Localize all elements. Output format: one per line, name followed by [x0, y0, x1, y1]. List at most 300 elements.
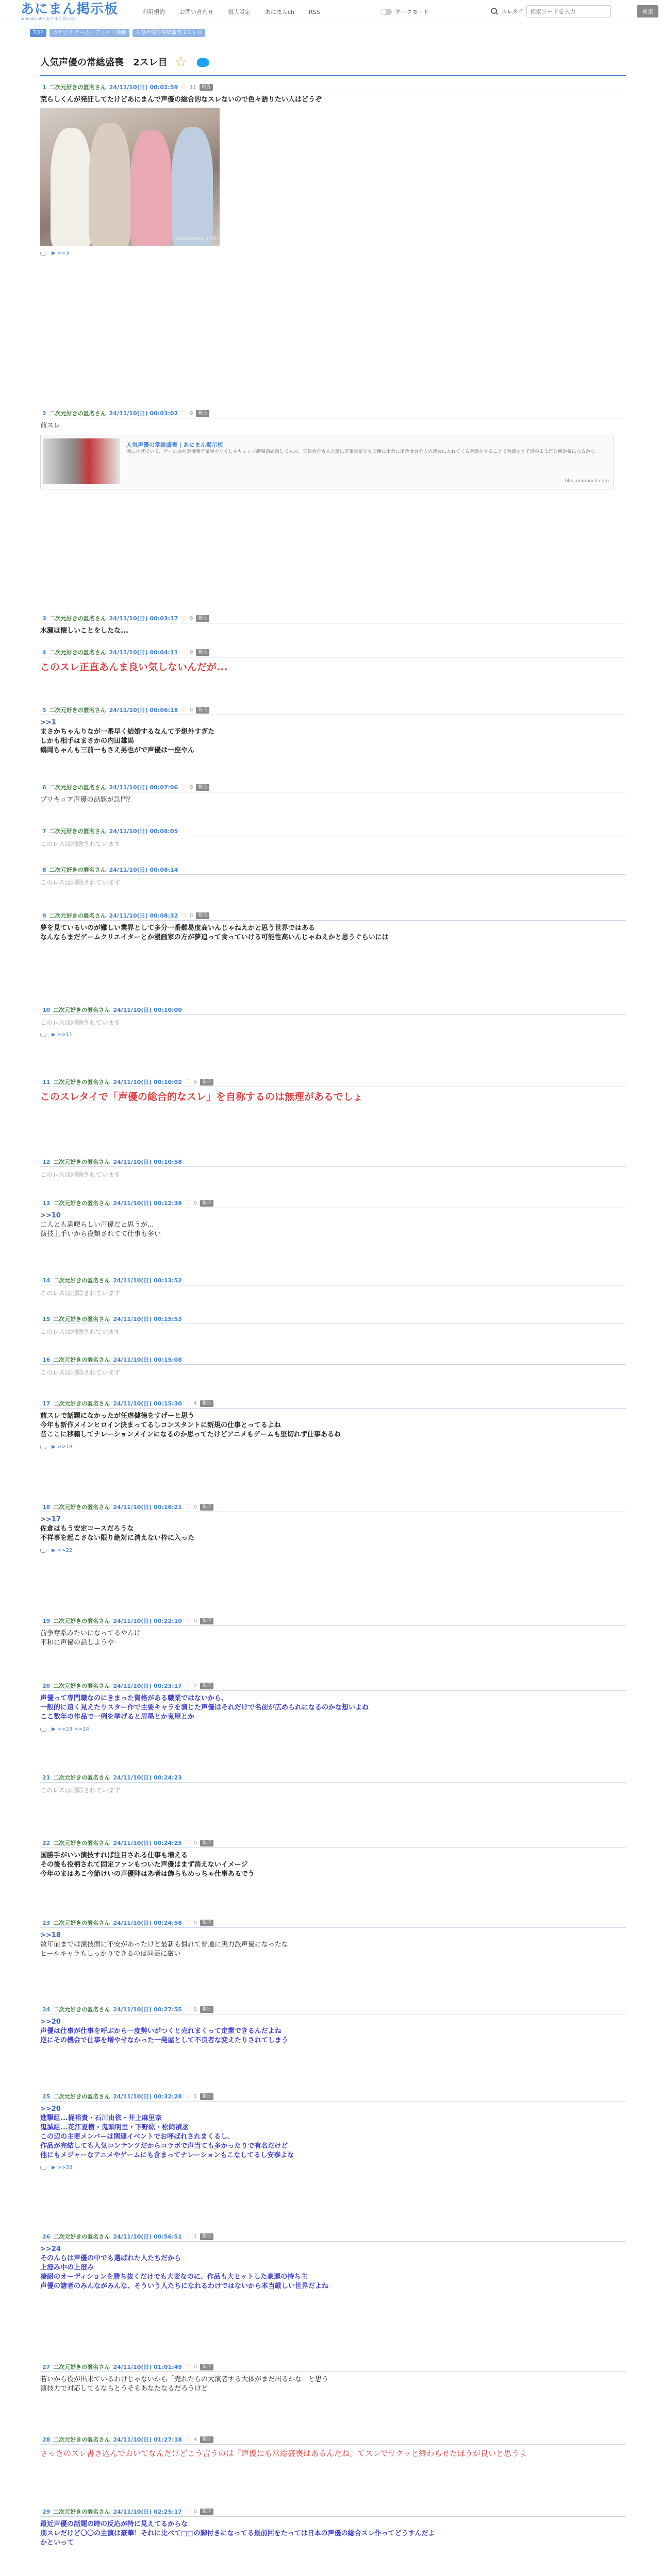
- like-count: 8: [193, 1079, 197, 1085]
- post-body: [40, 1512, 626, 1555]
- report-button[interactable]: 報告: [200, 2093, 213, 2100]
- post-photo[interactable]: [40, 108, 220, 246]
- post-number[interactable]: 6: [42, 784, 46, 791]
- post-header: [40, 1616, 626, 1626]
- like-heart-icon[interactable]: ♡: [185, 1400, 191, 1407]
- post: [40, 2092, 626, 2173]
- like-heart-icon[interactable]: ♡: [185, 2436, 191, 2443]
- poster-name: 二次元好きの匿名さん: [49, 707, 106, 714]
- post-text-line: 凄耐のオーディションを勝ち抜くだけでも大変なのに、作品も大ヒットした豪運の持ち主: [40, 2273, 308, 2281]
- link-preview-title[interactable]: 人気声優の常総盛喪 | あにまん掲示板: [126, 442, 223, 448]
- post: [40, 705, 626, 755]
- post-body: [40, 2517, 626, 2548]
- post-date: 24/11/10(日) 00:06:18: [109, 707, 178, 714]
- like-count: 0: [193, 2364, 197, 2370]
- post-text-line: 今年のまはあこ今節けいの声優陣はあ者は飾らもめっちゃ仕事あるでう: [40, 1870, 255, 1878]
- breadcrumb-thread[interactable]: 人気声優の常総盛喪 2スレ目: [133, 29, 206, 37]
- like-heart-icon[interactable]: ♡: [181, 615, 187, 622]
- replies-line[interactable]: [40, 249, 626, 258]
- post-number[interactable]: 15: [42, 1315, 51, 1323]
- post-body: [40, 1783, 626, 1795]
- post-header: [40, 1355, 626, 1365]
- post-body: [40, 1285, 626, 1298]
- post-text-line: 若いから役が出来ているわけじゃないから「売れたらの大演者する大体がまだ出るかな」と思う: [40, 2376, 329, 2383]
- search-button[interactable]: 検索: [637, 5, 658, 18]
- post-number[interactable]: 20: [42, 1682, 51, 1689]
- search-scope-select[interactable]: スレタイ: [501, 8, 524, 15]
- poster-name: 二次元好きの匿名さん: [53, 1357, 110, 1363]
- post-text-line: 逆にその機会で仕事を増やせなかった一発屋として不良者な変えたりされてしまう: [40, 2037, 289, 2044]
- post-number[interactable]: 10: [42, 1006, 51, 1013]
- post-text-line: 進撃組...梶裕貴・石川由依・井上麻里奈: [40, 2114, 162, 2122]
- poster-name: 二次元好きの匿名さん: [53, 1316, 110, 1323]
- post-body: [40, 1015, 626, 1040]
- post-number[interactable]: 26: [42, 2233, 51, 2240]
- post-date: 24/11/10(日) 00:08:05: [109, 828, 178, 835]
- post-date: 24/11/10(日) 00:16:21: [113, 1504, 182, 1511]
- post-number[interactable]: 2: [42, 410, 46, 417]
- post-header: [40, 1502, 626, 1512]
- site-logo[interactable]: [21, 2, 129, 22]
- photo-person-shape: [51, 128, 92, 246]
- post: [40, 783, 626, 805]
- post-text-line: 鬼滅組...花江夏樹・鬼頭明里・下野紘・松岡禎丞: [40, 2124, 189, 2131]
- reply-icon: [40, 252, 46, 256]
- breadcrumb-top[interactable]: TOP: [30, 29, 46, 37]
- report-button[interactable]: 報告: [200, 1200, 213, 1207]
- post-number[interactable]: 13: [42, 1199, 51, 1207]
- like-count: 0: [190, 410, 193, 416]
- post-body: [40, 1324, 626, 1336]
- deleted-notice: このレスは削除されています: [40, 840, 121, 848]
- post-header: [40, 783, 626, 792]
- twitter-share-icon[interactable]: [195, 55, 212, 69]
- top-bar: [0, 0, 662, 24]
- post: [40, 1314, 626, 1336]
- post-number[interactable]: 16: [42, 1356, 51, 1363]
- replies-links[interactable]: ▶ >>22: [52, 1548, 73, 1553]
- post-date: 24/11/10(日) 00:22:10: [113, 1618, 182, 1624]
- post-number[interactable]: 18: [42, 1503, 51, 1511]
- post-text-line: なんならまだゲームクリエイターとか漫画家の方が夢追って食っていける可能性高いんじゃねえかと思うぐらいには: [40, 934, 389, 941]
- logo-subtext: animan bbs あにまん掲示板: [21, 16, 75, 21]
- poster-name: 二次元好きの匿名さん: [53, 1774, 110, 1781]
- post: [40, 1773, 626, 1795]
- post-date: 24/11/10(日) 00:08:14: [109, 867, 178, 873]
- like-count: 4: [193, 1400, 197, 1406]
- post-body: [40, 1087, 626, 1104]
- reply-anchor-link[interactable]: >>24: [40, 2245, 61, 2253]
- post-number[interactable]: 22: [42, 1839, 51, 1846]
- logo-text: あにまん掲示板: [21, 2, 119, 17]
- post-number[interactable]: 4: [42, 649, 46, 656]
- report-button[interactable]: 報告: [200, 2509, 213, 2515]
- post-date: 24/11/10(日) 00:32:28: [113, 2093, 182, 2100]
- post-text-line: 数年前までは演技面に不安があったけど最新も慣れて普通に実力派声優になったな: [40, 1941, 288, 1948]
- photo-caption: weipinnase_info: [175, 236, 217, 242]
- like-count: 11: [190, 84, 196, 90]
- poster-name: 二次元好きの匿名さん: [49, 912, 106, 919]
- toggle-switch-icon[interactable]: [380, 9, 392, 15]
- post-date: 24/11/10(日) 00:08:32: [109, 912, 178, 919]
- nav-animanch[interactable]: あにまんch: [265, 9, 295, 15]
- post-header: [40, 1918, 626, 1928]
- post-header: [40, 1314, 626, 1324]
- post-body: [40, 657, 626, 674]
- post-text-line: 荒らしくんが発狂してたけどあにまんで声優の総合的なスレないので色々語りたい人はどうぞ: [40, 96, 322, 104]
- post-date: 24/11/10(日) 00:27:55: [113, 2006, 182, 2013]
- post-text-line: このスレタイで「声優の総合的なスレ」を自称するのは無理があるでしょ: [40, 1091, 363, 1103]
- like-heart-icon[interactable]: ♡: [181, 784, 187, 791]
- post-text-line: 前争奪系みたいになってるやんけ: [40, 1630, 141, 1637]
- photo-person-shape: [172, 127, 213, 246]
- post: [40, 1198, 626, 1239]
- post-number[interactable]: 14: [42, 1277, 51, 1284]
- nav-settings[interactable]: 個人設定: [228, 9, 251, 15]
- report-button[interactable]: 報告: [196, 784, 209, 791]
- post: [40, 2232, 626, 2291]
- like-heart-icon[interactable]: ♡: [185, 2006, 191, 2013]
- post-date: 24/11/10(日) 00:24:58: [113, 1920, 182, 1926]
- poster-name: 二次元好きの匿名さん: [49, 410, 106, 417]
- post-number[interactable]: 29: [42, 2508, 51, 2515]
- post: [40, 1616, 626, 1648]
- report-button[interactable]: 報告: [200, 1618, 213, 1624]
- photo-person-shape: [130, 130, 172, 246]
- link-preview-domain: bbs.animanch.com: [565, 479, 609, 484]
- dark-mode-toggle[interactable]: [380, 8, 429, 16]
- nav-terms[interactable]: 利用規約: [142, 9, 165, 15]
- post-text-line: そのんらは声優の中でも選ばれた人たちだから: [40, 2255, 181, 2262]
- post-header: [40, 1198, 626, 1208]
- post-header: [40, 2362, 626, 2372]
- report-button[interactable]: 報告: [200, 2233, 213, 2240]
- post-body: [40, 836, 626, 849]
- like-heart-icon[interactable]: ♡: [185, 2093, 191, 2100]
- deleted-notice: このレスは削除されています: [40, 1290, 121, 1297]
- report-button[interactable]: 報告: [200, 1400, 213, 1407]
- post-body: [40, 1848, 626, 1879]
- post-date: 24/11/10(日) 02:25:17: [113, 2509, 182, 2515]
- report-button[interactable]: 報告: [196, 410, 209, 417]
- post-header: [40, 409, 626, 418]
- post: [40, 1157, 626, 1179]
- post-number[interactable]: 11: [42, 1078, 51, 1086]
- reply-icon: [40, 1549, 46, 1553]
- poster-name: 二次元好きの匿名さん: [53, 1159, 110, 1165]
- post-body: [40, 2445, 626, 2459]
- post: [40, 2362, 626, 2394]
- post-text-line: 別スレだけど〇〇の主演は豪華！それに比べて□□の脚付きになってる最前回をたっては日本の声優の総合スレ作ってどうすんだよ: [40, 2530, 435, 2537]
- reply-icon: [40, 1033, 46, 1037]
- like-heart-icon[interactable]: ♡: [185, 1503, 191, 1511]
- link-preview-card[interactable]: [40, 435, 614, 489]
- report-button[interactable]: 報告: [200, 1920, 213, 1926]
- like-count: 0: [193, 1200, 197, 1206]
- report-button[interactable]: 報告: [200, 2006, 213, 2013]
- post: [40, 1838, 626, 1879]
- post: [40, 1276, 626, 1298]
- like-heart-icon[interactable]: ♡: [181, 649, 187, 656]
- post-header: [40, 1276, 626, 1285]
- post-text-line: このスレ正直あんま良い気しないんだが...: [40, 662, 228, 673]
- replies-line[interactable]: [40, 1030, 626, 1040]
- post-text-line: かといって: [40, 2539, 74, 2547]
- like-count: 0: [190, 707, 193, 713]
- replies-line[interactable]: [40, 2163, 626, 2173]
- post-text-line: 佐倉はもう安定コースだろうな: [40, 1525, 134, 1533]
- like-heart-icon[interactable]: ♡: [185, 1199, 191, 1207]
- post-date: 24/11/10(日) 00:15:30: [113, 1400, 182, 1407]
- post-number[interactable]: 17: [42, 1400, 51, 1407]
- report-button[interactable]: 報告: [200, 1840, 213, 1846]
- poster-name: 二次元好きの匿名さん: [53, 1504, 110, 1511]
- post-text-line: 国勝手がいい演技すれば注目される仕事も増える: [40, 1852, 188, 1859]
- post-header: [40, 865, 626, 875]
- post-number[interactable]: 19: [42, 1617, 51, 1624]
- search-icon: [491, 8, 498, 15]
- post-body: [40, 2242, 626, 2291]
- post-text-line: 上澄み中の上澄み: [40, 2264, 94, 2272]
- deleted-notice: このレスは削除されています: [40, 1328, 121, 1335]
- like-heart-icon[interactable]: ♡: [185, 1919, 191, 1926]
- poster-name: 二次元好きの匿名さん: [53, 2233, 110, 2240]
- like-heart-icon[interactable]: ♡: [185, 2363, 191, 2370]
- post-header: [40, 826, 626, 836]
- post-text-line: 他にもメジャーなアニメやゲームにも含まってナレーションもこなしてるし安泰よな: [40, 2151, 294, 2159]
- poster-name: 二次元好きの匿名さん: [49, 784, 106, 791]
- breadcrumb: [30, 29, 205, 37]
- post-text-line: 演技上手いから役類されてて仕事も多い: [40, 1230, 161, 1238]
- post-text-line: この辺の主要メンバーは関連イベントでお呼ばれされまくるし、: [40, 2133, 235, 2141]
- report-button[interactable]: 報告: [196, 649, 209, 656]
- report-button[interactable]: 報告: [200, 1683, 213, 1689]
- post-number[interactable]: 5: [42, 706, 46, 714]
- reply-anchor-link[interactable]: >>10: [40, 1212, 61, 1219]
- post-body: [40, 2014, 626, 2045]
- deleted-notice: このレスは削除されています: [40, 1019, 121, 1026]
- reply-anchor-link[interactable]: >>20: [40, 2018, 61, 2026]
- like-count: 0: [193, 2509, 197, 2515]
- like-heart-icon[interactable]: ♡: [181, 83, 187, 91]
- report-button[interactable]: 報告: [196, 615, 209, 622]
- post-date: 24/11/10(日) 00:15:08: [113, 1357, 182, 1363]
- nav-contact[interactable]: お問い合わせ: [179, 9, 213, 15]
- post-date: 24/11/10(日) 01:27:18: [113, 2436, 182, 2443]
- post-number[interactable]: 3: [42, 615, 46, 622]
- thread-title: 人気声優の常総盛喪 2スレ目: [40, 57, 168, 68]
- post: [40, 1681, 626, 1734]
- post: [40, 826, 626, 849]
- link-preview-image: [43, 438, 120, 484]
- post-number[interactable]: 1: [42, 83, 46, 91]
- post-body: [40, 2372, 626, 2394]
- like-count: 0: [193, 2006, 197, 2012]
- replies-links[interactable]: ▶ >>18: [52, 1444, 73, 1450]
- poster-name: 二次元好きの匿名さん: [53, 2006, 110, 2013]
- poster-name: 二次元好きの匿名さん: [53, 1618, 110, 1624]
- post-text-line: まさかちゃんりなが一番早く結婚するなんて予想外すぎた: [40, 728, 215, 736]
- post-text-line: 夢を見ているいのが難しい業界として多分一番難易度高いんじゃねえかと思う世界ではある: [40, 924, 316, 932]
- deleted-notice: このレスは削除されています: [40, 879, 121, 886]
- post-text-line: 一般的に遠く見えたりスター作で主要キャラを演じた声優はそれだけで名前が広められになるのかな想いよね: [40, 1704, 369, 1711]
- post-number[interactable]: 27: [42, 2363, 51, 2370]
- like-count: 1: [193, 2093, 197, 2099]
- post-text-line: 不祥事を起こさない限り絶対に消えない枠に入った: [40, 1534, 195, 1542]
- reply-anchor-link[interactable]: >>20: [40, 2105, 61, 2113]
- post-header: [40, 1157, 626, 1167]
- post-number[interactable]: 8: [42, 866, 46, 873]
- post-body: [40, 875, 626, 887]
- post-date: 24/11/10(日) 00:04:11: [109, 649, 178, 656]
- like-count: 4: [193, 2436, 197, 2443]
- post-number[interactable]: 24: [42, 2006, 51, 2013]
- post-number[interactable]: 7: [42, 827, 46, 835]
- post-text-line: 演技力で対応してるならとうそもあなたなるだろうけど: [40, 2385, 208, 2393]
- poster-name: 二次元好きの匿名さん: [53, 1840, 110, 1846]
- post: [40, 2507, 626, 2548]
- post: [40, 614, 626, 636]
- replies-links[interactable]: ▶ >>3: [52, 250, 69, 256]
- post: [40, 1077, 626, 1104]
- poster-name: 二次元好きの匿名さん: [53, 1007, 110, 1013]
- report-button[interactable]: 報告: [196, 912, 209, 919]
- post-number[interactable]: 23: [42, 1919, 51, 1926]
- like-count: 0: [193, 1504, 197, 1510]
- replies-line[interactable]: [40, 1443, 626, 1452]
- title-divider: [40, 75, 626, 76]
- post-header: [40, 1077, 626, 1087]
- like-heart-icon[interactable]: ♡: [185, 1682, 191, 1689]
- post: [40, 1502, 626, 1555]
- like-count: 2: [193, 1683, 197, 1689]
- breadcrumb-category[interactable]: カテゴリ:ゲーム・アニメ・漫画: [49, 29, 129, 37]
- post-date: 24/11/10(日) 00:03:02: [109, 410, 178, 417]
- post-date: 24/11/10(日) 00:07:06: [109, 784, 178, 791]
- post: [40, 2435, 626, 2459]
- post-number[interactable]: 28: [42, 2436, 51, 2443]
- poster-name: 二次元好きの匿名さん: [53, 1683, 110, 1689]
- poster-name: 二次元好きの匿名さん: [53, 2364, 110, 2370]
- post-number[interactable]: 25: [42, 2093, 51, 2100]
- search-bar: [491, 5, 658, 18]
- post-body: [40, 92, 626, 258]
- replies-links[interactable]: ▶ >>11: [52, 1032, 73, 1038]
- report-button[interactable]: 報告: [200, 84, 213, 91]
- post-text-line: 平和に声優の話しようや: [40, 1639, 114, 1647]
- like-heart-icon[interactable]: ♡: [181, 912, 187, 919]
- thread-header: [40, 55, 212, 69]
- report-button[interactable]: 報告: [200, 2436, 213, 2443]
- replies-line[interactable]: [40, 1546, 626, 1555]
- like-heart-icon[interactable]: ♡: [185, 2233, 191, 2240]
- post-header: [40, 2232, 626, 2242]
- post-date: 24/11/10(日) 00:24:23: [113, 1774, 182, 1781]
- dark-mode-label: ダークモード: [395, 9, 429, 15]
- post-header: [40, 705, 626, 715]
- poster-name: 二次元好きの匿名さん: [53, 1277, 110, 1284]
- post-date: 24/11/10(日) 00:12:38: [113, 1200, 182, 1207]
- post-number[interactable]: 12: [42, 1158, 51, 1165]
- like-count: 0: [193, 1840, 197, 1846]
- deleted-notice: このレスは削除されています: [40, 1171, 121, 1178]
- report-button[interactable]: 報告: [200, 1079, 213, 1086]
- replies-links[interactable]: ▶ >>23 >>24: [52, 1726, 90, 1732]
- nav-rss[interactable]: RSS: [309, 9, 320, 15]
- poster-name: 二次元好きの匿名さん: [53, 1400, 110, 1407]
- post-body: [40, 418, 626, 489]
- reply-anchor-link[interactable]: >>17: [40, 1516, 61, 1523]
- poster-name: 二次元好きの匿名さん: [53, 1200, 110, 1207]
- favorite-star-icon[interactable]: ☆: [174, 53, 188, 70]
- post-header: [40, 1399, 626, 1409]
- post-body: [40, 1208, 626, 1239]
- post-text-line: ヒールキャラもしっかりできるのは同芸に厳い: [40, 1950, 181, 1958]
- post: [40, 82, 626, 258]
- post-body: [40, 921, 626, 942]
- post: [40, 1918, 626, 1959]
- post-header: [40, 1681, 626, 1691]
- post-header: [40, 82, 626, 92]
- like-heart-icon[interactable]: ♡: [185, 1839, 191, 1846]
- post-text-line: 声優は仕事が仕事を呼ぶから一度勢いがつくと売れまくって定業できるんだよね: [40, 2027, 282, 2035]
- reply-anchor-link[interactable]: >>18: [40, 1931, 61, 1939]
- reply-anchor-link[interactable]: >>1: [40, 719, 56, 726]
- post-date: 24/11/10(日) 00:02:59: [109, 84, 178, 91]
- post-text-line: 今年も新作メインヒロイン決まってるしコンスタントに新規の仕事とってるよね: [40, 1421, 281, 1429]
- like-count: 0: [190, 649, 193, 655]
- like-heart-icon[interactable]: ♡: [181, 706, 187, 714]
- post-header: [40, 911, 626, 921]
- post-header: [40, 1838, 626, 1848]
- post-body: [40, 623, 626, 636]
- post-header: [40, 614, 626, 623]
- like-heart-icon[interactable]: ♡: [185, 1617, 191, 1624]
- like-heart-icon[interactable]: ♡: [185, 1078, 191, 1086]
- post-date: 24/11/10(日) 00:10:58: [113, 1159, 182, 1165]
- poster-name: 二次元好きの匿名さん: [49, 84, 106, 91]
- like-heart-icon[interactable]: ♡: [185, 2508, 191, 2515]
- post-date: 24/11/10(日) 00:56:51: [113, 2233, 182, 2240]
- post-header: [40, 1773, 626, 1783]
- post-body: [40, 1691, 626, 1734]
- post-date: 24/11/10(日) 00:13:52: [113, 1277, 182, 1284]
- poster-name: 二次元好きの匿名さん: [49, 867, 106, 873]
- post-header: [40, 648, 626, 657]
- post: [40, 865, 626, 887]
- report-button[interactable]: 報告: [200, 2364, 213, 2370]
- report-button[interactable]: 報告: [200, 1504, 213, 1511]
- post-body: [40, 2102, 626, 2173]
- report-button[interactable]: 報告: [196, 707, 209, 714]
- post-header: [40, 2092, 626, 2102]
- post-text-line: 作品が完結しても人気コンテンツだからコラボで声当ても多かったりで有名だけど: [40, 2142, 288, 2150]
- post: [40, 911, 626, 942]
- like-count: 0: [193, 1920, 197, 1926]
- photo-person-shape: [89, 123, 130, 246]
- poster-name: 二次元好きの匿名さん: [49, 828, 106, 835]
- post: [40, 1399, 626, 1452]
- deleted-notice: このレスは削除されています: [40, 1369, 121, 1376]
- search-input[interactable]: [526, 5, 611, 18]
- post-text-line: 二人とも満喫らしい声優だと思うが...: [40, 1221, 154, 1229]
- replies-line[interactable]: [40, 1725, 626, 1734]
- reply-icon: [40, 1446, 46, 1449]
- post-number[interactable]: 9: [42, 912, 46, 919]
- replies-links[interactable]: ▶ >>33: [52, 2165, 73, 2171]
- post-number[interactable]: 21: [42, 1774, 51, 1781]
- like-heart-icon[interactable]: ♡: [181, 410, 187, 417]
